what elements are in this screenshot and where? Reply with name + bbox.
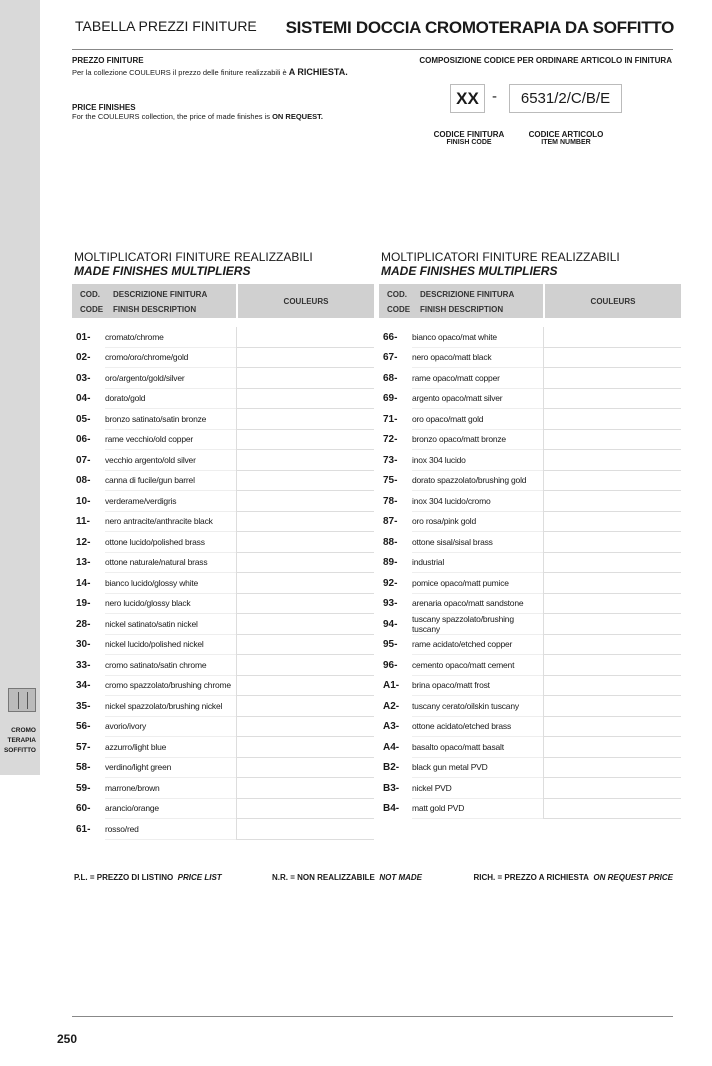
table-row: [72, 655, 374, 676]
finish-code: 96-: [383, 659, 398, 671]
couleurs-cell: [543, 635, 681, 656]
finish-description: nero lucido/glossy black: [105, 594, 236, 615]
table-row: [72, 368, 374, 389]
finish-code: B4-: [383, 803, 400, 815]
table-row: [72, 409, 374, 430]
finish-description: bronzo satinato/satin bronze: [105, 409, 236, 430]
table-row: [72, 819, 374, 840]
finish-description: vecchio argento/old silver: [105, 450, 236, 471]
couleurs-cell: [236, 348, 374, 369]
couleurs-cell: [236, 532, 374, 553]
finish-code: 66-: [383, 331, 398, 343]
finish-description: rame acidato/etched copper: [412, 635, 543, 656]
couleurs-cell: [236, 819, 374, 840]
table-right-title: MOLTIPLICATORI FINITURE REALIZZABILI MADE FINISHES MULTIPLIERS: [381, 250, 620, 278]
finish-description: industrial: [412, 553, 543, 574]
finish-code: 28-: [76, 618, 91, 630]
finish-code: 61-: [76, 823, 91, 835]
finish-code: A1-: [383, 680, 400, 692]
table-row: [379, 553, 681, 574]
table-row: [72, 717, 374, 738]
couleurs-cell: [236, 553, 374, 574]
table-row: [379, 799, 681, 820]
legend-on-request: RICH. = PREZZO A RICHIESTA ON REQUEST PRICE: [473, 873, 673, 882]
table-row: [379, 778, 681, 799]
table-row: [379, 717, 681, 738]
finish-code: 05-: [76, 413, 91, 425]
finish-code: B2-: [383, 762, 400, 774]
table-left-title: MOLTIPLICATORI FINITURE REALIZZABILI MADE FINISHES MULTIPLIERS: [74, 250, 313, 278]
couleurs-cell: [236, 696, 374, 717]
table-row: [72, 676, 374, 697]
couleurs-cell: [236, 717, 374, 738]
couleurs-cell: [543, 409, 681, 430]
couleurs-cell: [236, 758, 374, 779]
table-row: [72, 430, 374, 451]
finish-code: 34-: [76, 680, 91, 692]
divider: [72, 49, 673, 50]
couleurs-cell: [543, 368, 681, 389]
table-row: [72, 327, 374, 348]
finish-code: 93-: [383, 598, 398, 610]
finish-code: 19-: [76, 598, 91, 610]
finish-description: bianco opaco/mat white: [412, 327, 543, 348]
finish-code: 07-: [76, 454, 91, 466]
finish-description: matt gold PVD: [412, 799, 543, 820]
finish-code: 02-: [76, 352, 91, 364]
table-row: [379, 450, 681, 471]
finish-code: 59-: [76, 782, 91, 794]
couleurs-cell: [236, 450, 374, 471]
finish-description: ottone acidato/etched brass: [412, 717, 543, 738]
legend-not-made: N.R. = NON REALIZZABILE NOT MADE: [272, 873, 423, 882]
item-code-label: CODICE ARTICOLO ITEM NUMBER: [528, 130, 604, 146]
composition-heading: COMPOSIZIONE CODICE PER ORDINARE ARTICOLO IN FINITURA: [419, 56, 672, 65]
finish-code: 95-: [383, 639, 398, 651]
table-row: [72, 450, 374, 471]
table-row: [379, 635, 681, 656]
table-row: [72, 778, 374, 799]
couleurs-cell: [543, 348, 681, 369]
table-row: [379, 327, 681, 348]
finish-description: verderame/verdigris: [105, 491, 236, 512]
table-row: [379, 471, 681, 492]
finish-code: 78-: [383, 495, 398, 507]
finish-code: 06-: [76, 434, 91, 446]
table-row: [379, 737, 681, 758]
finish-description: cromo/oro/chrome/gold: [105, 348, 236, 369]
couleurs-cell: [543, 450, 681, 471]
finish-description: oro opaco/matt gold: [412, 409, 543, 430]
table-row: [72, 471, 374, 492]
couleurs-cell: [543, 594, 681, 615]
couleurs-cell: [543, 696, 681, 717]
finish-description: ottone naturale/natural brass: [105, 553, 236, 574]
finish-code: 92-: [383, 577, 398, 589]
finish-code: A2-: [383, 700, 400, 712]
finish-description: azzurro/light blue: [105, 737, 236, 758]
table-header: COD. CODE DESCRIZIONE FINITURA FINISH DESCRIPTION COULEURS: [379, 284, 681, 318]
finish-code-box: XX: [450, 84, 485, 113]
table-row: [379, 368, 681, 389]
finish-code: 69-: [383, 393, 398, 405]
couleurs-cell: [236, 471, 374, 492]
table-row: [379, 655, 681, 676]
couleurs-cell: [543, 717, 681, 738]
finish-description: tuscany cerato/oilskin tuscany: [412, 696, 543, 717]
finish-code: 57-: [76, 741, 91, 753]
couleurs-cell: [236, 778, 374, 799]
finish-description: canna di fucile/gun barrel: [105, 471, 236, 492]
finish-description: avorio/ivory: [105, 717, 236, 738]
couleurs-cell: [236, 389, 374, 410]
couleurs-cell: [236, 594, 374, 615]
finish-description: cromo satinato/satin chrome: [105, 655, 236, 676]
finish-code: B3-: [383, 782, 400, 794]
finish-code: 10-: [76, 495, 91, 507]
couleurs-cell: [236, 614, 374, 635]
table-row: [72, 389, 374, 410]
table-row: [379, 430, 681, 451]
finish-description: pomice opaco/matt pumice: [412, 573, 543, 594]
finish-code: 11-: [76, 516, 90, 528]
finish-description: cemento opaco/matt cement: [412, 655, 543, 676]
couleurs-cell: [236, 327, 374, 348]
finish-description: arancio/orange: [105, 799, 236, 820]
couleurs-cell: [236, 655, 374, 676]
table-row: [72, 696, 374, 717]
couleurs-cell: [543, 327, 681, 348]
shower-panel-icon: [8, 688, 36, 712]
table-row: [72, 553, 374, 574]
price-info: PREZZO FINITURE Per la collezione COULEURS il prezzo delle finiture realizzabili è A RICHIESTA. PRICE FINISHES For the COULEURS collection, the price of made finishes is ON REQUEST.: [72, 56, 348, 121]
finish-description: inox 304 lucido: [412, 450, 543, 471]
table-row: [72, 799, 374, 820]
finish-description: bianco lucido/glossy white: [105, 573, 236, 594]
finish-description: oro rosa/pink gold: [412, 512, 543, 533]
finish-description: nero opaco/matt black: [412, 348, 543, 369]
item-code-box: 6531/2/C/B/E: [509, 84, 622, 113]
couleurs-cell: [543, 532, 681, 553]
finish-description: cromo spazzolato/brushing chrome: [105, 676, 236, 697]
finish-description: nickel PVD: [412, 778, 543, 799]
finish-description: ottone sisal/sisal brass: [412, 532, 543, 553]
section-label: CROMO TERAPIA SOFFITTO: [3, 727, 36, 754]
finish-code: 67-: [383, 352, 398, 364]
couleurs-cell: [543, 737, 681, 758]
table-row: [379, 389, 681, 410]
finish-code: 58-: [76, 762, 91, 774]
table-row: [72, 758, 374, 779]
finish-code: 35-: [76, 700, 91, 712]
finish-code: 04-: [76, 393, 91, 405]
section-sidebar: [0, 0, 40, 775]
finish-description: nickel spazzolato/brushing nickel: [105, 696, 236, 717]
couleurs-cell: [543, 758, 681, 779]
table-row: [72, 573, 374, 594]
finish-code-label: CODICE FINITURA FINISH CODE: [433, 130, 505, 146]
page-header-right: SISTEMI DOCCIA CROMOTERAPIA DA SOFFITTO: [285, 18, 674, 37]
table-row: [379, 676, 681, 697]
couleurs-cell: [236, 409, 374, 430]
finish-description: bronzo opaco/matt bronze: [412, 430, 543, 451]
finish-code: 75-: [383, 475, 398, 487]
finish-description: argento opaco/matt silver: [412, 389, 543, 410]
finish-description: cromato/chrome: [105, 327, 236, 348]
finish-description: rame opaco/matt copper: [412, 368, 543, 389]
table-row: [379, 758, 681, 779]
couleurs-cell: [543, 778, 681, 799]
finish-code: 12-: [76, 536, 91, 548]
table-row: [72, 348, 374, 369]
couleurs-cell: [236, 491, 374, 512]
finish-code: 88-: [383, 536, 398, 548]
couleurs-cell: [236, 573, 374, 594]
table-row: [379, 348, 681, 369]
finish-description: rame vecchio/old copper: [105, 430, 236, 451]
table-row: [379, 573, 681, 594]
finish-description: nero antracite/anthracite black: [105, 512, 236, 533]
finish-code: 94-: [383, 618, 398, 630]
table-row: [72, 635, 374, 656]
finish-code: 33-: [76, 659, 91, 671]
finish-code: 73-: [383, 454, 398, 466]
table-row: [72, 737, 374, 758]
couleurs-cell: [543, 573, 681, 594]
finish-description: brina opaco/matt frost: [412, 676, 543, 697]
finish-description: verdino/light green: [105, 758, 236, 779]
couleurs-cell: [543, 430, 681, 451]
table-row: [72, 614, 374, 635]
finish-code: 60-: [76, 803, 91, 815]
table-row: [72, 512, 374, 533]
finish-code: 03-: [76, 372, 91, 384]
finish-description: nickel satinato/satin nickel: [105, 614, 236, 635]
table-row: [379, 532, 681, 553]
finish-code: 56-: [76, 721, 91, 733]
couleurs-cell: [543, 389, 681, 410]
finish-code: 01-: [76, 331, 91, 343]
finish-code: 71-: [383, 413, 398, 425]
couleurs-cell: [543, 491, 681, 512]
finish-code: 68-: [383, 372, 398, 384]
couleurs-cell: [236, 799, 374, 820]
couleurs-cell: [543, 614, 681, 635]
divider: [72, 1016, 673, 1017]
page-header-left: TABELLA PREZZI FINITURE: [75, 18, 257, 34]
finish-description: arenaria opaco/matt sandstone: [412, 594, 543, 615]
finishes-table-left: [72, 284, 374, 840]
finish-code: 72-: [383, 434, 398, 446]
table-row: [379, 594, 681, 615]
table-row: [72, 491, 374, 512]
table-row: [379, 512, 681, 533]
couleurs-cell: [236, 635, 374, 656]
couleurs-cell: [236, 737, 374, 758]
couleurs-cell: [543, 676, 681, 697]
couleurs-cell: [236, 512, 374, 533]
couleurs-cell: [543, 655, 681, 676]
table-row: [379, 409, 681, 430]
finish-code: 30-: [76, 639, 91, 651]
couleurs-cell: [543, 512, 681, 533]
finish-description: inox 304 lucido/cromo: [412, 491, 543, 512]
finish-description: nickel lucido/polished nickel: [105, 635, 236, 656]
table-header: COD. CODE DESCRIZIONE FINITURA FINISH DESCRIPTION COULEURS: [72, 284, 374, 318]
couleurs-cell: [543, 471, 681, 492]
table-row: [72, 532, 374, 553]
page-number: 250: [57, 1032, 78, 1046]
finish-code: A3-: [383, 721, 400, 733]
table-row: [379, 491, 681, 512]
table-row: [379, 696, 681, 717]
couleurs-cell: [236, 430, 374, 451]
finish-description: tuscany spazzolato/brushing tuscany: [412, 614, 543, 635]
table-row: [379, 614, 681, 635]
couleurs-cell: [236, 368, 374, 389]
finish-code: 14-: [76, 577, 91, 589]
finish-code: 13-: [76, 557, 91, 569]
finish-description: rosso/red: [105, 819, 236, 840]
finish-description: ottone lucido/polished brass: [105, 532, 236, 553]
table-row: [72, 594, 374, 615]
code-separator: -: [492, 88, 497, 105]
couleurs-cell: [236, 676, 374, 697]
finish-description: marrone/brown: [105, 778, 236, 799]
finish-description: dorato/gold: [105, 389, 236, 410]
finish-description: black gun metal PVD: [412, 758, 543, 779]
finish-code: A4-: [383, 741, 400, 753]
finish-description: dorato spazzolato/brushing gold: [412, 471, 543, 492]
finish-description: basalto opaco/matt basalt: [412, 737, 543, 758]
finish-description: oro/argento/gold/silver: [105, 368, 236, 389]
couleurs-cell: [543, 799, 681, 820]
couleurs-cell: [543, 553, 681, 574]
finishes-table-right: [379, 284, 681, 819]
legend-price-list: P.L. = PREZZO DI LISTINO PRICE LIST: [74, 873, 222, 882]
finish-code: 87-: [383, 516, 398, 528]
finish-code: 08-: [76, 475, 91, 487]
finish-code: 89-: [383, 557, 398, 569]
